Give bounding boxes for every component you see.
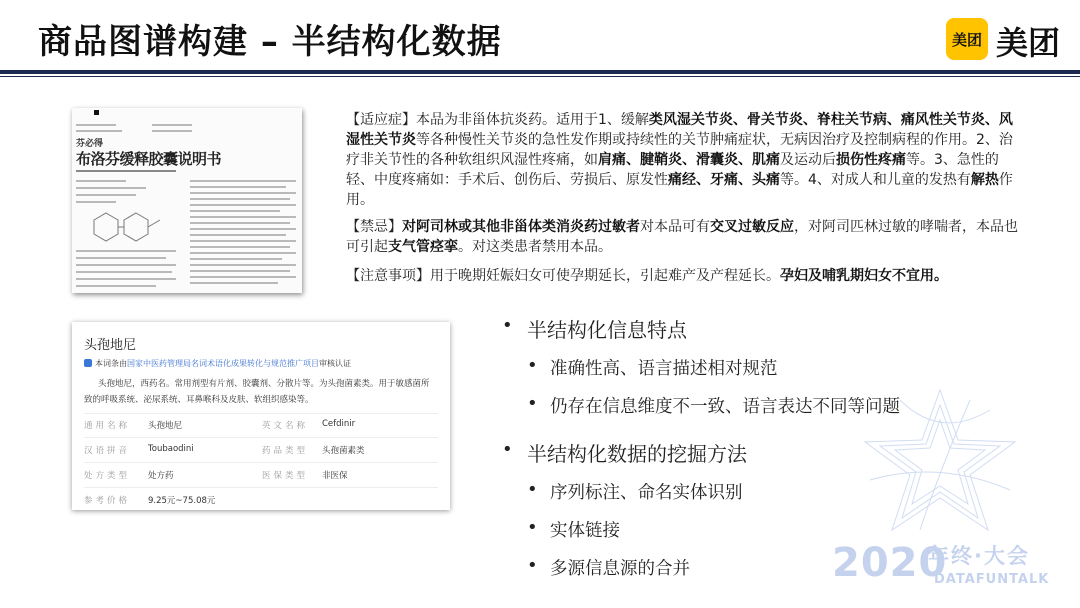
text-run: 作用。: [346, 172, 1013, 208]
text-run: 。对这类患者禁用本品。: [458, 239, 612, 255]
text-run: 【适应症】本品为非甾体抗炎药。适用于1、缓解: [346, 112, 649, 128]
text-run: ，对阿司匹林过敏的哮喘者，本品也可引起: [346, 219, 1018, 255]
scan-text-line: [152, 130, 192, 132]
scan-text-line: [76, 194, 136, 196]
field-insurance-type: [262, 469, 348, 481]
scan-text-line: [76, 170, 176, 172]
scan-text-line: [76, 180, 126, 182]
field-label: 参考价格: [84, 496, 131, 506]
scan-text-line: [76, 271, 172, 273]
field-pinyin: [84, 444, 194, 456]
bold-run: 痛经、牙痛、头痛: [668, 172, 780, 188]
watermark-year: 2020: [832, 540, 948, 586]
scan-text-line: [76, 130, 122, 132]
meituan-logo-badge: [946, 18, 988, 60]
text-run: 【禁忌】: [346, 219, 402, 235]
field-label: 处方类型: [84, 471, 131, 481]
field-prescription-type: [84, 469, 174, 481]
text-run: 对本品可有: [640, 219, 710, 235]
scan-text-line: [190, 240, 296, 242]
field-label: 英文名称: [262, 421, 309, 431]
logo-badge-text: 美团: [951, 30, 982, 49]
scan-text-line: [190, 186, 286, 188]
bold-run: 孕妇及哺乳期妇女不宜用。: [780, 268, 948, 284]
scan-text-line: [190, 276, 296, 278]
scan-corner-mark: [94, 110, 99, 115]
scan-text-line: [190, 180, 296, 182]
field-label: 通用名称: [84, 421, 131, 431]
drug-name: 头孢地尼: [84, 338, 137, 353]
scan-text-line: [190, 282, 278, 284]
scan-text-line: [190, 252, 296, 254]
drug-description: 头孢地尼，西药名。常用剂型有片剂、胶囊剂、分散片等。为头孢菌素类。用于敏感菌所致的呼吸系统、泌尿系统、耳鼻喉科及皮肤、软组织感染等。: [84, 379, 430, 405]
field-label: 汉语拼音: [84, 446, 131, 456]
bullet-item: 准确性高、语言描述相对规范: [550, 359, 778, 379]
scan-text-line: [76, 201, 116, 203]
field-value: 9.25元~75.08元: [148, 496, 216, 506]
bullet-marker: •: [527, 517, 538, 538]
scan-text-line: [190, 204, 296, 206]
meituan-logo-text: 美团: [996, 24, 1061, 62]
field-label: 医保类型: [262, 471, 309, 481]
indication-paragraph: [346, 110, 1022, 210]
bullet-heading-features: 半结构化信息特点: [527, 318, 687, 342]
scan-text-line: [190, 198, 290, 200]
scan-text-line: [190, 228, 296, 230]
bullet-marker: •: [527, 555, 538, 576]
scan-title: 布洛芬缓释胶囊说明书: [76, 150, 222, 168]
scan-text-line: [190, 264, 296, 266]
datafun-star-watermark-icon: [840, 380, 1040, 540]
scan-text-line: [76, 250, 176, 252]
bullet-item: 多源信息源的合并: [550, 559, 690, 579]
bold-run: 交叉过敏反应: [710, 219, 794, 235]
bullet-heading-methods: 半结构化数据的挖掘方法: [527, 442, 747, 466]
scan-text-line: [76, 124, 116, 126]
scanned-instruction-sheet: [72, 108, 302, 293]
contraindication-paragraph: [346, 217, 1022, 257]
scan-text-line: [190, 270, 290, 272]
cert-project-link[interactable]: 国家中医药管理局名词术语化成果转化与规范推广项目: [127, 359, 319, 368]
field-drug-type: [262, 444, 365, 456]
scan-text-line: [190, 258, 282, 260]
field-divider: [84, 462, 438, 463]
field-generic-name: [84, 419, 183, 431]
shield-check-icon: [84, 359, 92, 367]
scan-text-line: [190, 246, 290, 248]
header-divider: [0, 70, 1080, 74]
watermark-event: 年终·大会: [928, 544, 1030, 568]
field-divider: [84, 437, 438, 438]
scan-text-line: [76, 264, 176, 266]
drug-info-card: [72, 322, 450, 510]
field-value: 非医保: [322, 471, 348, 481]
bullet-marker: •: [527, 393, 538, 414]
bullet-marker: •: [502, 439, 513, 460]
chemical-structure-icon: [86, 208, 166, 242]
header-divider-thin: [0, 76, 1080, 77]
scan-brand: 芬必得: [76, 139, 104, 149]
text-run: 等。3、急性的轻、中度疼痛如：手术后、创伤后、劳损后、原发性: [346, 152, 999, 188]
field-label: 药品类型: [262, 446, 309, 456]
page-title: 商品图谱构建 – 半结构化数据: [38, 22, 502, 62]
bold-run: 类风湿关节炎、骨关节炎、脊柱关节病、痛风性关节炎、风湿性关节炎: [346, 112, 1013, 148]
bold-run: 对阿司林或其他非甾体类消炎药过敏者: [402, 219, 640, 235]
field-english-name: [262, 419, 356, 431]
text-run: 及运动后: [780, 152, 836, 168]
field-value: 头孢地尼: [148, 421, 183, 431]
scan-text-line: [152, 124, 192, 126]
scan-text-line: [190, 234, 286, 236]
field-value: Cefdinir: [322, 419, 356, 429]
bullet-item: 序列标注、命名实体识别: [550, 483, 743, 503]
field-divider: [84, 413, 438, 414]
text-run: 【注意事项】用于晚期妊娠妇女可使孕期延长，引起难产及产程延长。: [346, 268, 780, 284]
scan-text-line: [76, 257, 166, 259]
scan-text-line: [76, 285, 156, 287]
bullet-marker: •: [527, 479, 538, 500]
field-value: 处方药: [148, 471, 174, 481]
scan-text-line: [76, 278, 176, 280]
bullet-marker: •: [527, 355, 538, 376]
cert-suffix: 审核认证: [319, 359, 351, 368]
watermark-brand: DATAFUNTALK: [934, 572, 1050, 587]
scan-text-line: [190, 210, 280, 212]
field-divider: [84, 487, 438, 488]
scan-text-line: [190, 222, 290, 224]
bullet-item: 实体链接: [550, 521, 620, 541]
scan-text-line: [190, 192, 296, 194]
field-reference-price: [84, 494, 216, 506]
bullet-item: 仍存在信息维度不一致、语言表达不同等问题: [550, 397, 900, 417]
bold-run: 支气管痉挛: [388, 239, 458, 255]
field-value: Toubaodini: [148, 444, 194, 454]
scan-text-line: [190, 216, 296, 218]
certification-note: [84, 358, 351, 369]
field-value: 头孢菌素类: [322, 446, 365, 456]
text-run: 等。4、对成人和儿童的发热有: [780, 172, 971, 188]
scan-text-line: [76, 187, 146, 189]
bullet-marker: •: [502, 315, 513, 336]
bold-run: 损伤性疼痛: [836, 152, 906, 168]
bold-run: 解热: [970, 172, 999, 188]
precaution-paragraph: [346, 266, 1022, 286]
bold-run: 肩痛、腱鞘炎、滑囊炎、肌痛: [598, 152, 780, 168]
text-run: 等各种慢性关节炎的急性发作期或持续性的关节肿痛症状，无病因治疗及控制病程的作用。2、治疗非关节性的各种软组织风湿性疼痛，如: [346, 132, 1013, 168]
cert-prefix: 本词条由: [95, 359, 127, 368]
